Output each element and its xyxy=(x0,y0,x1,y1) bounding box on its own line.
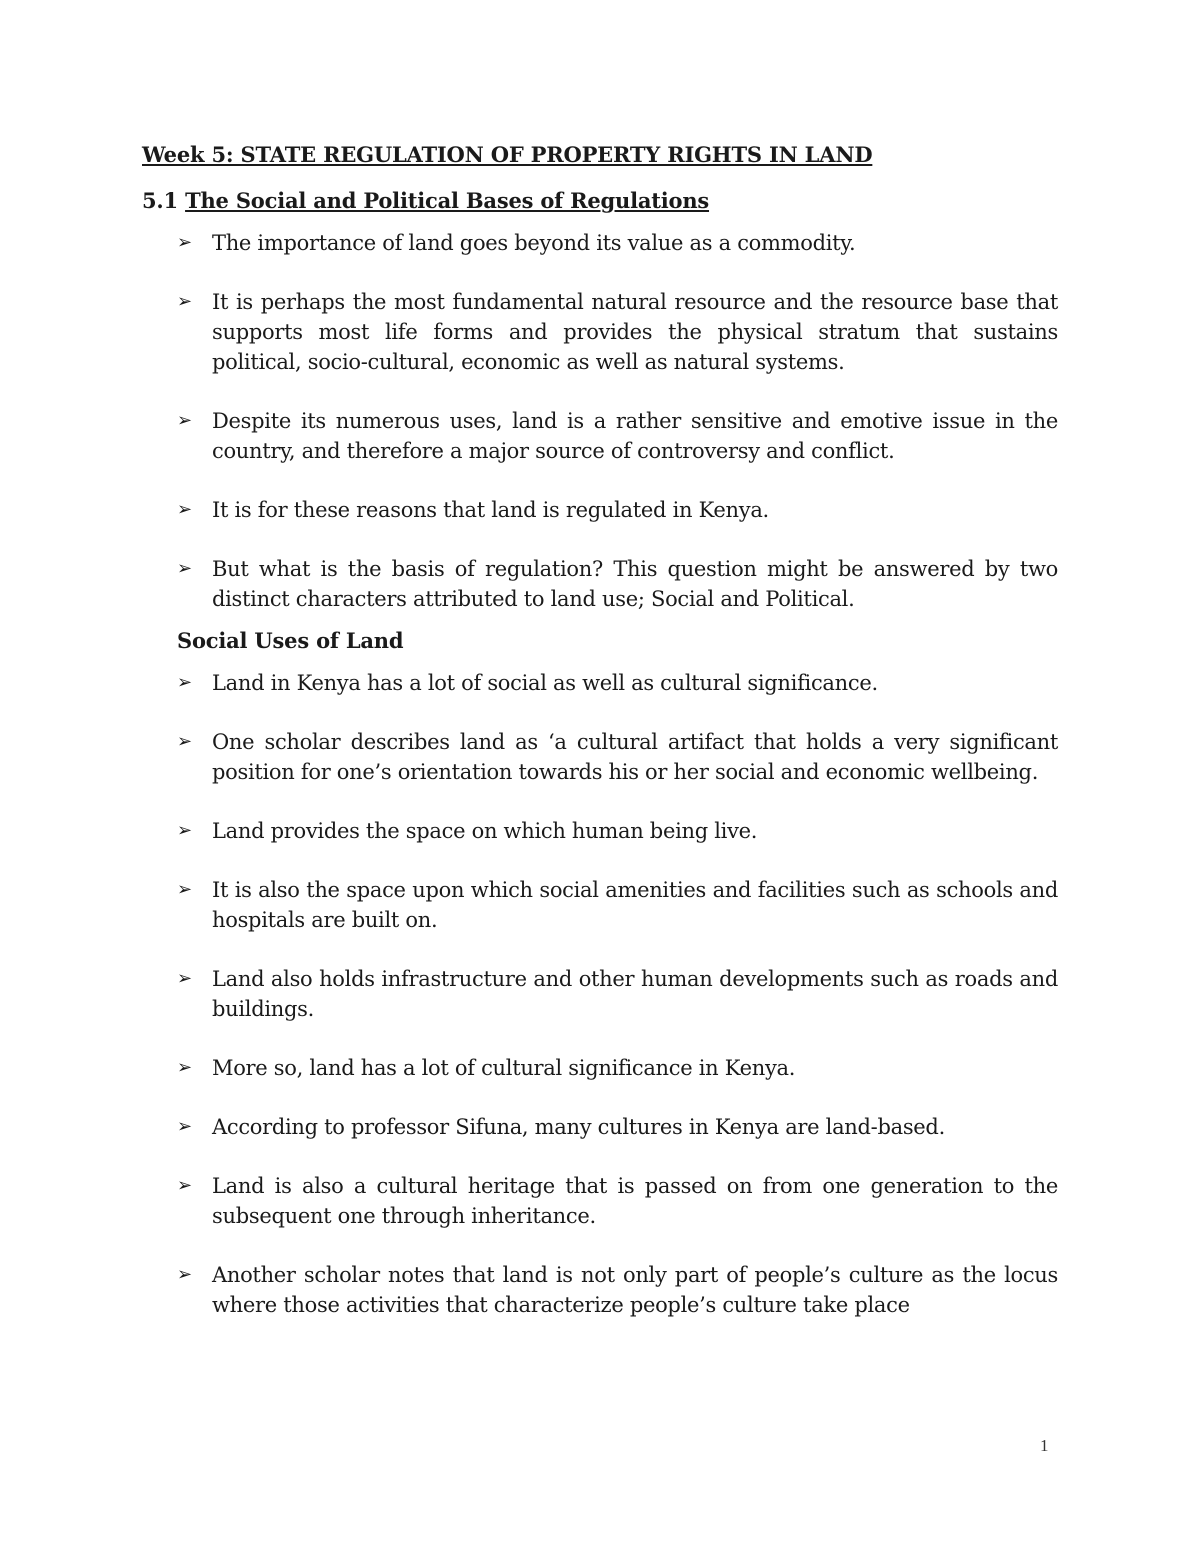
arrow-bullet-icon: ➢ xyxy=(177,558,192,579)
arrow-bullet-icon: ➢ xyxy=(177,1057,192,1078)
list-item-text: Land also holds infrastructure and other human developments such as roads and buildings. xyxy=(212,967,1058,1021)
list-item xyxy=(177,816,1058,846)
list-item-text: But what is the basis of regulation? This question might be answered by two distinct characters attributed to land use; Social and Political. xyxy=(212,557,1058,611)
arrow-bullet-icon: ➢ xyxy=(177,968,192,989)
arrow-bullet-icon: ➢ xyxy=(177,410,192,431)
arrow-bullet-icon: ➢ xyxy=(177,879,192,900)
list-item-text: It is for these reasons that land is regulated in Kenya. xyxy=(212,498,769,522)
arrow-bullet-icon: ➢ xyxy=(177,499,192,520)
list-item-text: The importance of land goes beyond its value as a commodity. xyxy=(212,231,856,255)
document-body xyxy=(142,140,1058,1349)
list-item xyxy=(177,1053,1058,1083)
list-item-text: Another scholar notes that land is not only part of people’s culture as the locus where those activities that characterize people’s culture take place xyxy=(212,1263,1058,1317)
document-title: Week 5: STATE REGULATION OF PROPERTY RIGHTS IN LAND xyxy=(142,142,873,167)
list-item xyxy=(177,287,1058,377)
social-bullet-list xyxy=(177,668,1058,1320)
list-item-text: It is perhaps the most fundamental natural resource and the resource base that supports most life forms and provides the physical stratum that sustains political, socio-cultural, economic as well as natural systems. xyxy=(212,290,1058,374)
list-item xyxy=(177,1260,1058,1320)
list-item xyxy=(177,228,1058,258)
list-item-text: Land provides the space on which human being live. xyxy=(212,819,758,843)
arrow-bullet-icon: ➢ xyxy=(177,731,192,752)
arrow-bullet-icon: ➢ xyxy=(177,820,192,841)
list-item-text: Land is also a cultural heritage that is passed on from one generation to the subsequent one through inheritance. xyxy=(212,1174,1058,1228)
section-heading xyxy=(142,186,1058,216)
list-item-text: One scholar describes land as ‘a cultural artifact that holds a very significant position for one’s orientation towards his or her social and economic wellbeing. xyxy=(212,730,1058,784)
arrow-bullet-icon: ➢ xyxy=(177,291,192,312)
section-number: 5.1 xyxy=(142,188,178,213)
list-item-text: Despite its numerous uses, land is a rather sensitive and emotive issue in the country, and therefore a major source of controversy and conflict. xyxy=(212,409,1058,463)
arrow-bullet-icon: ➢ xyxy=(177,1116,192,1137)
subsection-title: Social Uses of Land xyxy=(177,628,404,653)
list-item-text: More so, land has a lot of cultural significance in Kenya. xyxy=(212,1056,796,1080)
section-title: The Social and Political Bases of Regulations xyxy=(185,188,710,213)
list-item-text: Land in Kenya has a lot of social as well as cultural significance. xyxy=(212,671,878,695)
list-item xyxy=(177,1112,1058,1142)
arrow-bullet-icon: ➢ xyxy=(177,1264,192,1285)
arrow-bullet-icon: ➢ xyxy=(177,232,192,253)
arrow-bullet-icon: ➢ xyxy=(177,672,192,693)
list-item xyxy=(177,727,1058,787)
list-item xyxy=(177,668,1058,698)
list-item xyxy=(177,406,1058,466)
list-item xyxy=(177,495,1058,525)
list-item xyxy=(177,1171,1058,1231)
list-item xyxy=(177,964,1058,1024)
list-item-text: It is also the space upon which social amenities and facilities such as schools and hospitals are built on. xyxy=(212,878,1058,932)
section-bullet-list xyxy=(177,228,1058,614)
list-item-text: According to professor Sifuna, many cultures in Kenya are land-based. xyxy=(212,1115,945,1139)
page-number: 1 xyxy=(1040,1436,1049,1455)
list-item xyxy=(177,875,1058,935)
arrow-bullet-icon: ➢ xyxy=(177,1175,192,1196)
list-item xyxy=(177,554,1058,614)
